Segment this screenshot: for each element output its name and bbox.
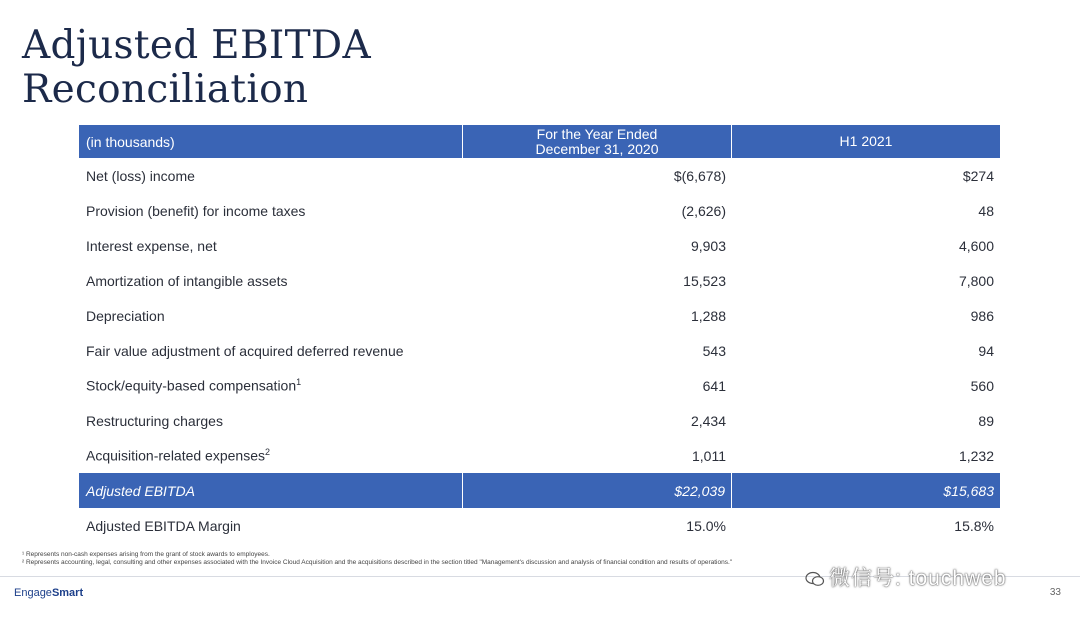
row-value-2020: $(6,678) [673,167,726,184]
table-row [79,368,1000,403]
row-label [79,308,462,324]
title-line-2: Reconciliation [22,67,309,112]
row-value-2020: 543 [702,342,726,359]
adjusted-ebitda-label: Adjusted EBITDA [86,482,195,499]
row-label [79,203,462,219]
row-label [79,168,462,184]
table-row [79,403,1000,438]
footnote-marker: 1 [296,377,302,388]
ebitda-margin-2020: 15.0% [686,517,726,534]
ebitda-margin-row [79,508,1000,543]
row-value-2020: 9,903 [690,237,726,254]
table-body [79,158,1000,473]
table-header-row [79,125,1000,158]
row-label [79,343,462,359]
row-value-2020: (2,626) [681,202,726,219]
brand-part2: Smart [51,587,84,599]
footnote-marker: 2 [265,447,271,458]
brand-logo [14,587,83,599]
brand-part1: Engage [14,587,52,599]
adjusted-ebitda-h1: $15,683 [943,482,994,499]
row-label-text: Depreciation [86,307,165,324]
row-label-text: Stock/equity-based compensation [86,377,297,394]
row-label [79,447,462,464]
table-row [79,193,1000,228]
adjusted-ebitda-row [79,473,1000,508]
row-label-text: Net (loss) income [86,167,195,184]
row-label [79,413,462,429]
table-row [79,228,1000,263]
row-value-h1-2021: 986 [970,307,994,324]
title-line-1: Adjusted EBITDA [22,23,371,68]
row-label-text: Acquisition-related expenses [86,447,265,464]
page-number: 33 [1049,587,1061,598]
page-title [22,24,371,112]
row-value-h1-2021: 560 [970,377,994,394]
row-value-h1-2021: 89 [978,412,994,429]
row-label [79,273,462,289]
row-value-h1-2021: 94 [978,342,994,359]
row-label-text: Restructuring charges [86,412,223,429]
wechat-icon [805,571,825,587]
row-value-h1-2021: $274 [962,167,994,184]
row-value-2020: 641 [702,377,726,394]
table-row [79,438,1000,473]
header-fy2020-line2: December 31, 2020 [535,140,659,157]
row-value-h1-2021: 1,232 [958,447,994,464]
table-row [79,158,1000,193]
footnote-1: ¹ Represents non-cash expenses arising from the grant of stock awards to employees. [22,551,270,558]
row-value-h1-2021: 4,600 [958,237,994,254]
row-label [79,377,462,394]
row-value-2020: 15,523 [683,272,726,289]
header-units: (in thousands) [86,133,175,150]
wechat-watermark [805,562,1007,592]
table-row [79,333,1000,368]
watermark-text: 微信号: touchweb [829,567,1007,590]
row-label [79,238,462,254]
ebitda-margin-label: Adjusted EBITDA Margin [86,517,241,534]
header-fy2020-line1: For the Year Ended [536,125,658,142]
header-fy2020 [462,125,732,158]
adjusted-ebitda-2020: $22,039 [462,473,732,508]
reconciliation-table [79,125,1000,543]
header-h1-2021: H1 2021 [839,133,893,149]
ebitda-margin-h1: 15.8% [954,517,994,534]
row-value-h1-2021: 48 [978,202,994,219]
row-label-text: Provision (benefit) for income taxes [86,202,306,219]
row-value-2020: 1,011 [692,447,726,464]
row-value-2020: 1,288 [690,307,726,324]
row-label-text: Fair value adjustment of acquired deferred revenue [86,342,404,359]
row-value-h1-2021: 7,800 [958,272,994,289]
row-label-text: Amortization of intangible assets [86,272,288,289]
table-row [79,263,1000,298]
footnotes [22,551,732,567]
footnote-2: ² Represents accounting, legal, consulting and other expenses associated with the Invoice Cloud Acquisition and the acquisitions described in the section titled "Management's discussion and analysis of financial condition and results of operations." [22,559,733,566]
row-value-2020: 2,434 [690,412,726,429]
table-row [79,298,1000,333]
row-label-text: Interest expense, net [86,237,217,254]
